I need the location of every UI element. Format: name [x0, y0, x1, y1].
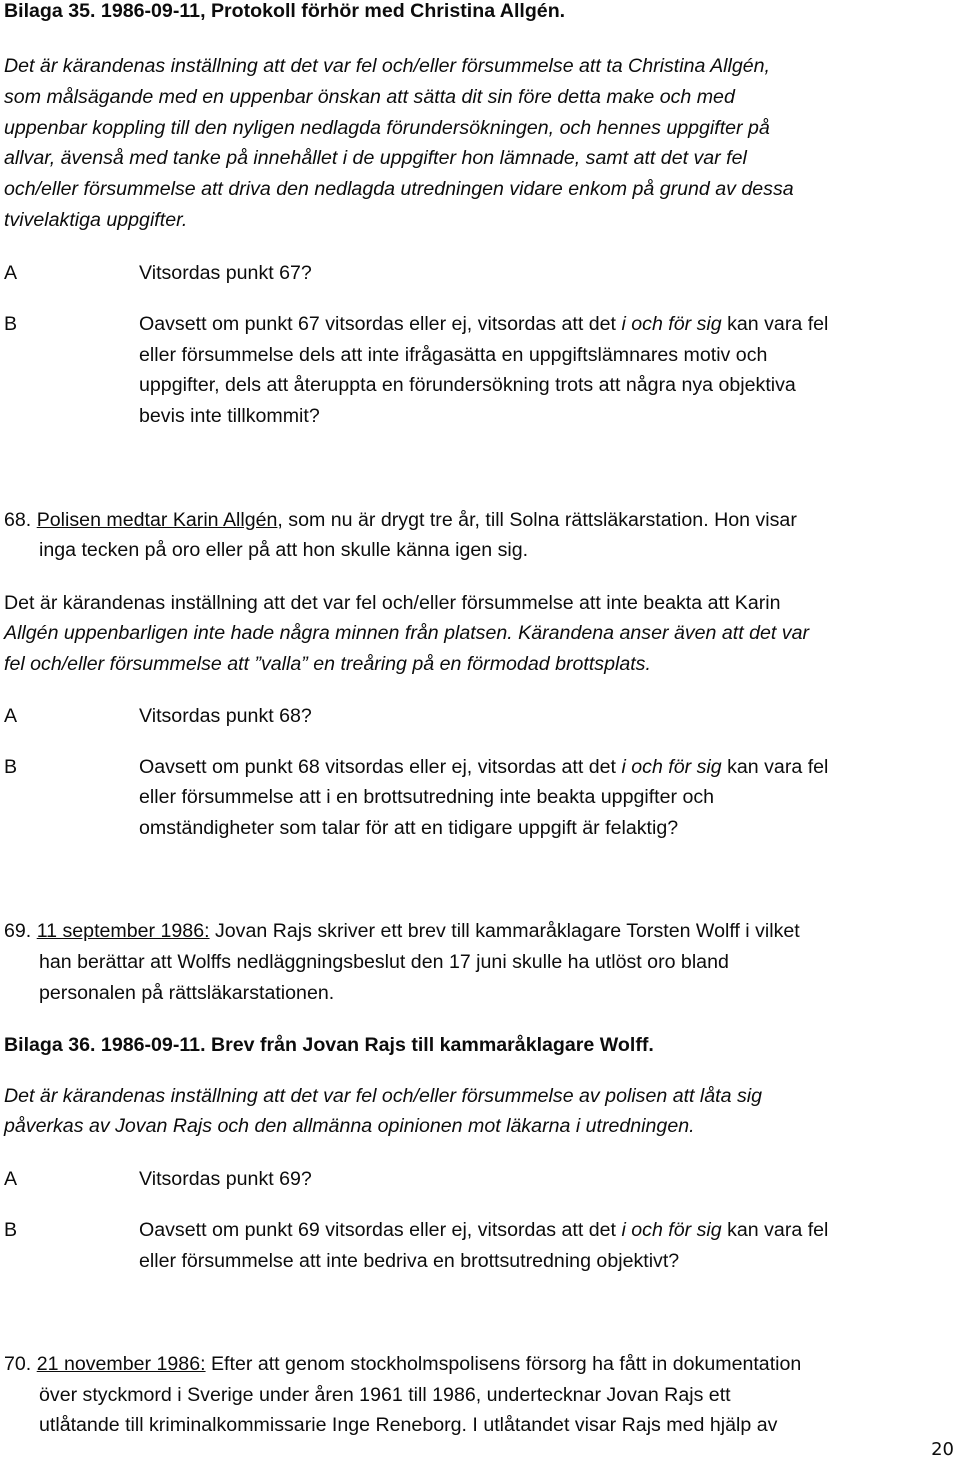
heading-bilaga-36: Bilaga 36. 1986-09-11. Brev från Jovan Rajs till kammaråklagare Wolff.	[4, 1034, 654, 1056]
item-69-line: personalen på rättsläkarstationen.	[39, 982, 335, 1004]
answer-a-label: A	[4, 705, 18, 727]
item-69: 69. 11 september 1986: Jovan Rajs skriver ett brev till kammaråklagare Torsten Wolff i vilket	[4, 920, 800, 942]
question-a-text: Vitsordas punkt 69?	[139, 1168, 312, 1190]
para3-line: Det är kärandenas inställning att det var fel och/eller försummelse av polisen att låta sig	[4, 1085, 763, 1107]
question-b-line: Oavsett om punkt 67 vitsordas eller ej, vitsordas att det i och för sig kan vara fel	[139, 313, 829, 335]
answer-b-label: B	[4, 313, 18, 335]
question-b-line: eller försummelse dels att inte ifrågasätta en uppgiftslämnares motiv och	[139, 344, 768, 366]
question-b-line: bevis inte tillkommit?	[139, 405, 320, 427]
question-b-line: eller försummelse att i en brottsutredning inte beakta uppgifter och	[139, 786, 715, 808]
question-b-line: Oavsett om punkt 69 vitsordas eller ej, vitsordas att det i och för sig kan vara fel	[139, 1219, 829, 1241]
item-70-line: utlåtande till kriminalkommissarie Inge Reneborg. I utlåtandet visar Rajs med hjälp av	[39, 1414, 778, 1436]
item-69-line: han berättar att Wolffs nedläggningsbeslut den 17 juni skulle ha utlöst oro bland	[39, 951, 729, 973]
para1-line: Det är kärandenas inställning att det var fel och/eller försummelse att ta Christina Allgén,	[4, 55, 770, 77]
para2-line: Det är kärandenas inställning att det var fel och/eller försummelse att inte beakta att Karin	[4, 592, 781, 614]
answer-b-label: B	[4, 1219, 18, 1241]
answer-a-label: A	[4, 262, 18, 284]
para2-line: fel och/eller försummelse att ”valla” en treåring på en förmodad brottsplats.	[4, 653, 651, 675]
para1-line: och/eller försummelse att driva den nedlagda utredningen vidare enkom på grund av dessa	[4, 178, 794, 200]
question-a-text: Vitsordas punkt 67?	[139, 262, 312, 284]
question-b-line: Oavsett om punkt 68 vitsordas eller ej, vitsordas att det i och för sig kan vara fel	[139, 756, 829, 778]
item-68-line: inga tecken på oro eller på att hon skulle känna igen sig.	[39, 539, 529, 561]
question-b-line: uppgifter, dels att återuppta en förundersökning trots att några nya objektiva	[139, 374, 796, 396]
para1-line: allvar, ävenså med tanke på innehållet i de uppgifter hon lämnade, samt att det var fel	[4, 147, 747, 169]
item-70: 70. 21 november 1986: Efter att genom stockholmspolisens försorg ha fått in dokumentation	[4, 1353, 802, 1375]
para1-line: som målsägande med en uppenbar önskan att sätta dit sin före detta make och med	[4, 86, 735, 108]
para1-line: uppenbar koppling till den nyligen nedlagda förundersökningen, och hennes uppgifter på	[4, 117, 770, 139]
para1-line: tvivelaktiga uppgifter.	[4, 209, 188, 231]
page-number: 20	[931, 1439, 954, 1460]
item-70-line: över styckmord i Sverige under åren 1961 till 1986, undertecknar Jovan Rajs ett	[39, 1384, 731, 1406]
para3-line: påverkas av Jovan Rajs och den allmänna opinionen mot läkarna i utredningen.	[4, 1115, 695, 1137]
answer-a-label: A	[4, 1168, 18, 1190]
answer-b-label: B	[4, 756, 18, 778]
question-b-line: omständigheter som talar för att en tidigare uppgift är felaktig?	[139, 817, 679, 839]
question-a-text: Vitsordas punkt 68?	[139, 705, 312, 727]
question-b-line: eller försummelse att inte bedriva en brottsutredning objektivt?	[139, 1250, 680, 1272]
item-68: 68. Polisen medtar Karin Allgén, som nu är drygt tre år, till Solna rättsläkarstation. Hon visar	[4, 509, 797, 531]
para2-line: Allgén uppenbarligen inte hade några minnen från platsen. Kärandena anser även att det var	[4, 622, 809, 644]
heading-bilaga-35: Bilaga 35. 1986-09-11, Protokoll förhör med Christina Allgén.	[4, 0, 566, 22]
